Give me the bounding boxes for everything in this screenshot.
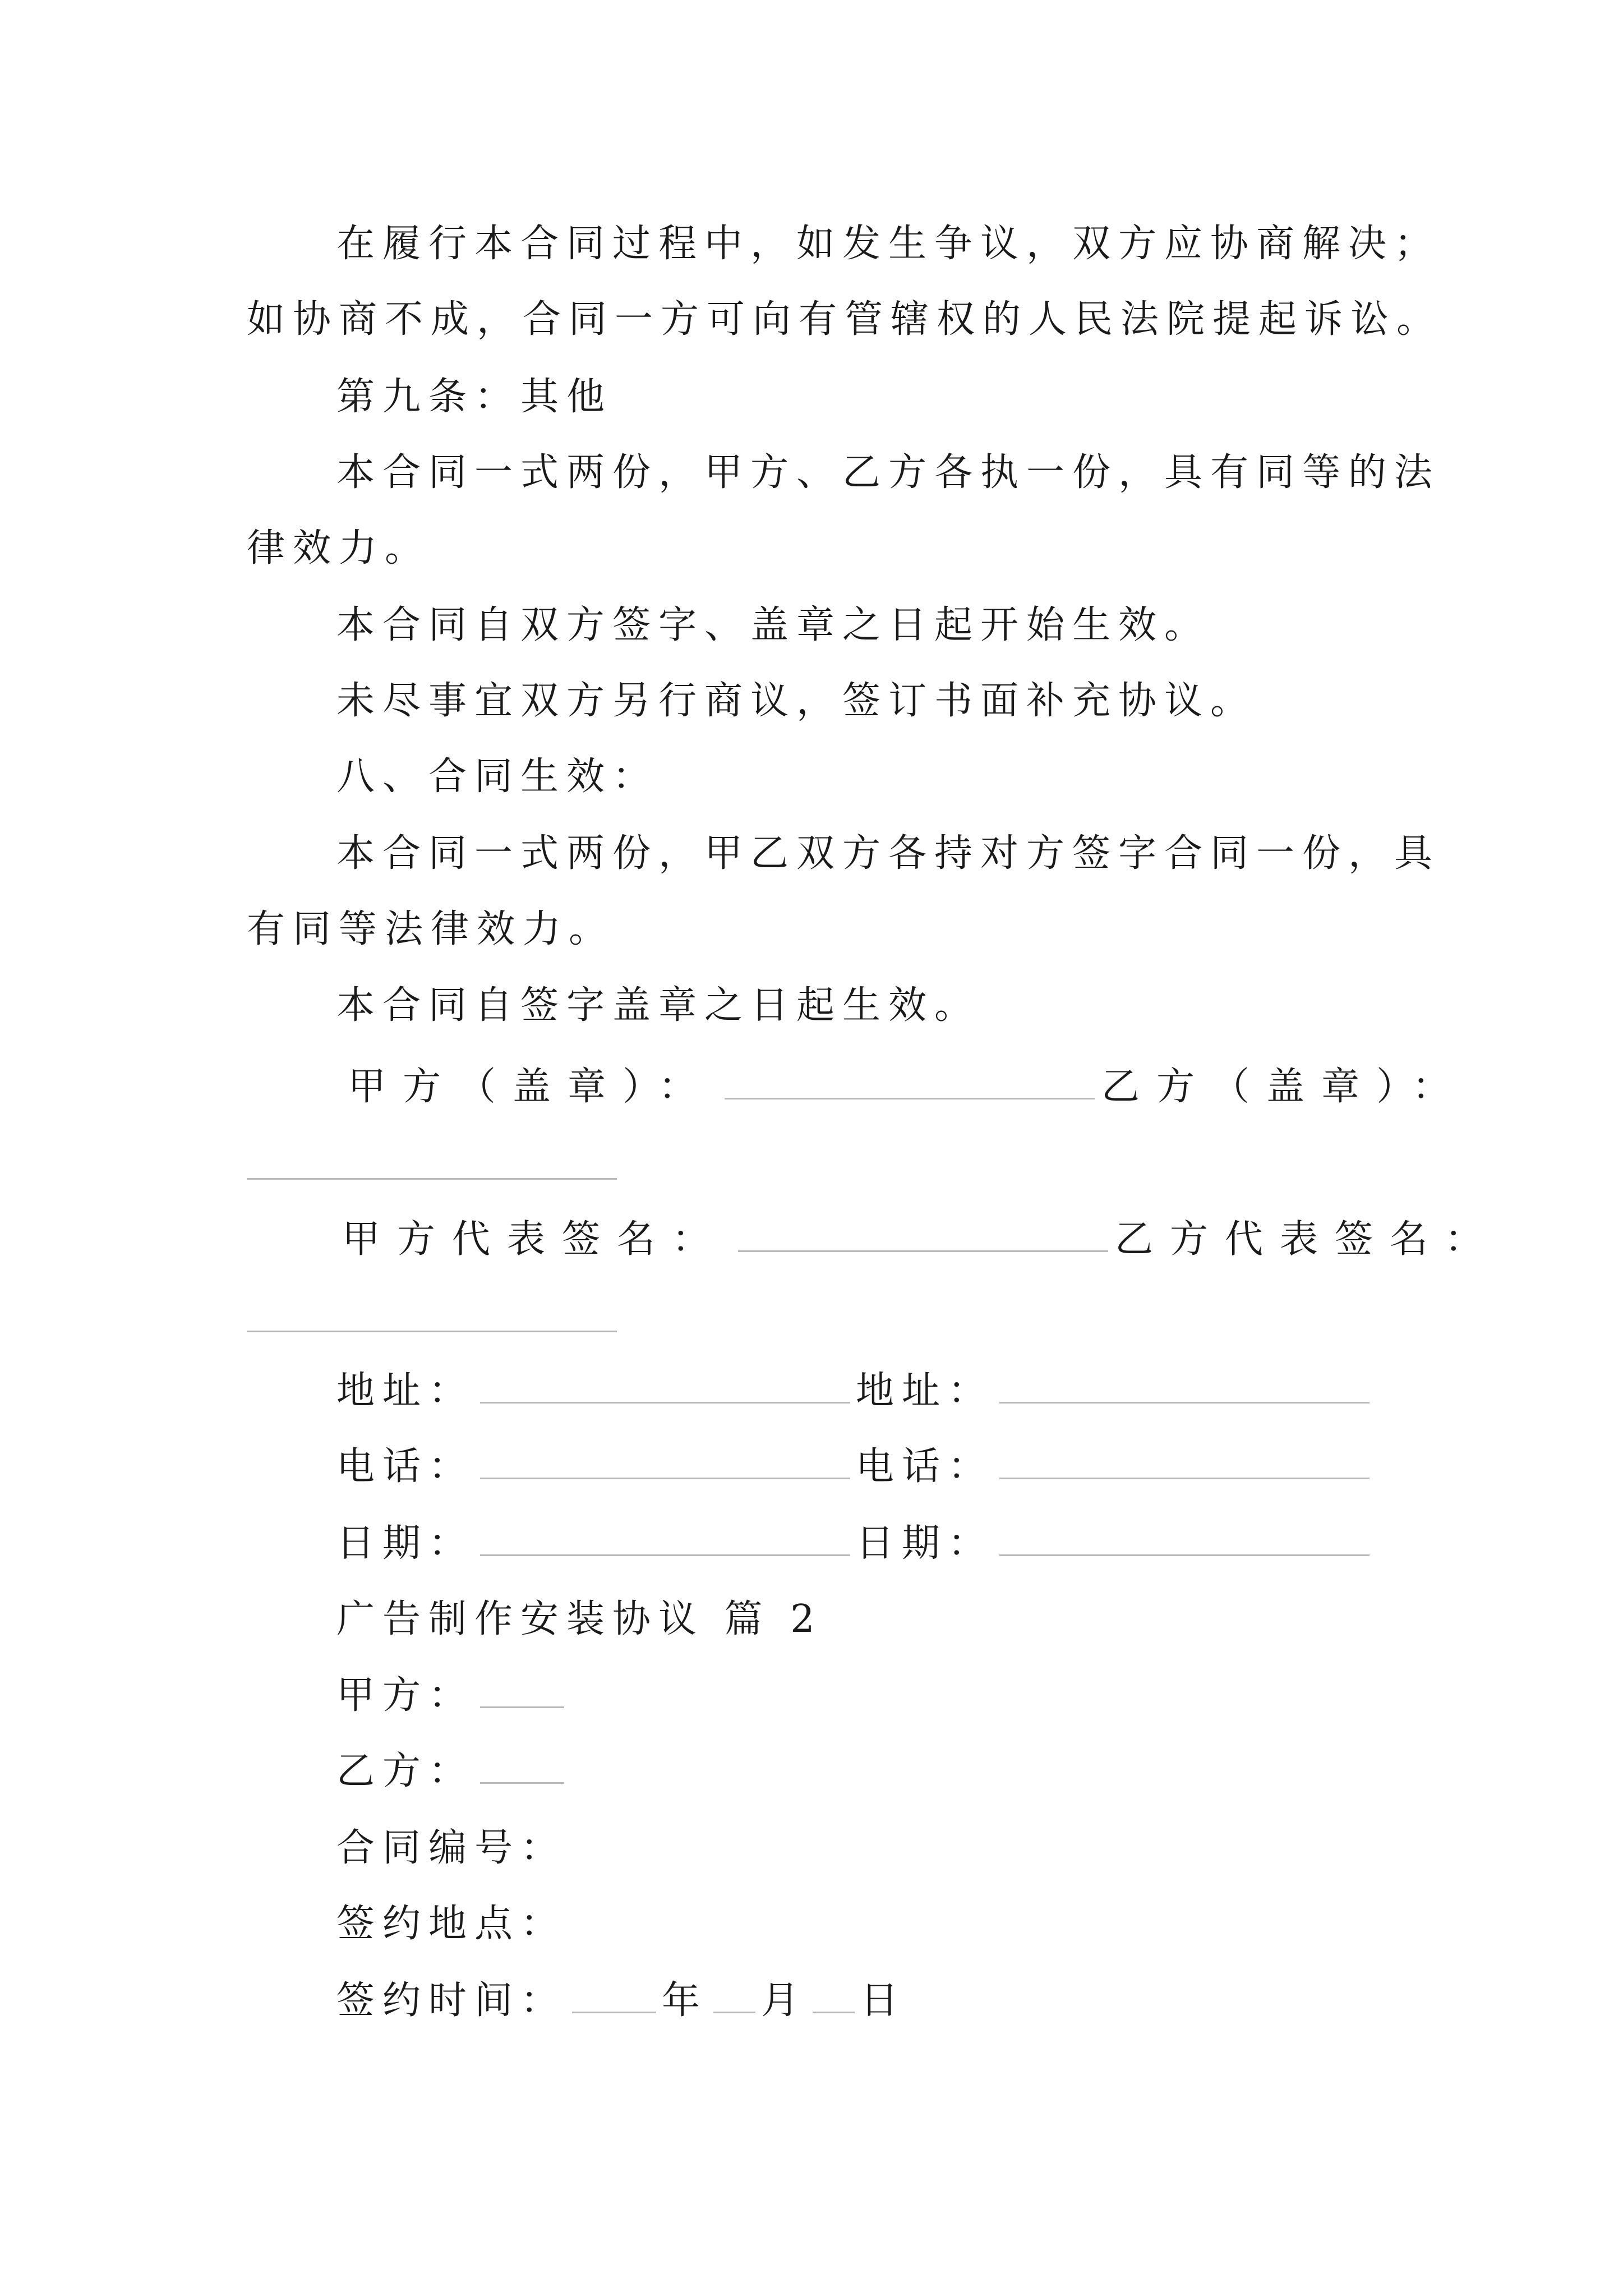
date-row (336, 1510, 1375, 1577)
article-heading: 第九条：其他 (336, 375, 613, 419)
party-a-blank[interactable] (480, 1695, 564, 1708)
section-title: 广告制作安装协议 篇 2 (336, 1597, 823, 1641)
day-blank[interactable] (813, 2000, 855, 2013)
party-b-phone-label: 电话： (856, 1444, 994, 1489)
party-b-date-blank[interactable] (999, 1543, 1370, 1556)
paragraph: 在履行本合同过程中，如发生争议，双方应协商解决； (336, 222, 1441, 266)
party-b-label: 乙方： (336, 1749, 475, 1793)
year-label: 年 (662, 1978, 708, 2023)
party-b-blank[interactable] (480, 1771, 564, 1784)
party-a-seal-blank[interactable] (725, 1087, 1095, 1099)
month-label: 月 (761, 1978, 808, 2023)
party-b-rep-label: 乙方代表签名： (1115, 1217, 1500, 1262)
month-blank[interactable] (713, 2000, 755, 2013)
party-a-phone-label: 电话： (336, 1444, 475, 1489)
party-b-date-label: 日期： (856, 1521, 994, 1566)
party-a-phone-blank[interactable] (480, 1466, 850, 1479)
seal-row (348, 1053, 1468, 1121)
party-a-date-blank[interactable] (480, 1543, 850, 1556)
paragraph: 未尽事宜双方另行商议，签订书面补充协议。 (336, 679, 1257, 723)
party-a-address-blank[interactable] (480, 1391, 850, 1404)
day-label: 日 (860, 1978, 907, 2023)
contract-number-label: 合同编号： (336, 1826, 567, 1870)
party-a-seal-label: 甲方（盖章）： (348, 1065, 714, 1109)
paragraph: 本合同自双方签字、盖章之日起开始生效。 (336, 603, 1211, 647)
party-a-address-label: 地址： (336, 1369, 475, 1413)
phone-row (336, 1433, 1375, 1501)
sign-time-row (336, 1967, 906, 2035)
paragraph: 本合同一式两份，甲乙双方各持对方签字合同一份，具 (336, 831, 1441, 876)
paragraph: 本合同一式两份，甲方、乙方各执一份，具有同等的法 (336, 450, 1441, 495)
party-b-address-blank[interactable] (999, 1391, 1370, 1404)
party-a-date-label: 日期： (336, 1521, 475, 1566)
party-b-rep-blank[interactable] (247, 1331, 617, 1332)
sign-place-label: 签约地点： (336, 1902, 567, 1946)
party-b-address-label: 地址： (856, 1369, 994, 1413)
year-blank[interactable] (572, 2000, 656, 2013)
paragraph: 如协商不成，合同一方可向有管辖权的人民法院提起诉讼。 (247, 297, 1443, 342)
party-a-rep-label: 甲方代表签名： (342, 1217, 727, 1262)
sign-time-label: 签约时间： (336, 1978, 567, 2023)
address-row (336, 1358, 1375, 1425)
party-b-seal-blank[interactable] (247, 1178, 617, 1180)
party-b-seal-label: 乙方（盖章）： (1101, 1065, 1468, 1109)
paragraph: 有同等法律效力。 (247, 907, 615, 951)
party-a-rep-blank[interactable] (738, 1239, 1108, 1252)
party-b-row (336, 1738, 570, 1805)
representative-row (342, 1206, 1500, 1273)
paragraph: 本合同自签字盖章之日起生效。 (336, 983, 981, 1028)
party-a-label: 甲方： (336, 1673, 475, 1718)
party-a-row (336, 1662, 570, 1729)
party-b-phone-blank[interactable] (999, 1466, 1370, 1479)
section-heading: 八、合同生效： (336, 754, 659, 799)
paragraph: 律效力。 (247, 526, 431, 570)
